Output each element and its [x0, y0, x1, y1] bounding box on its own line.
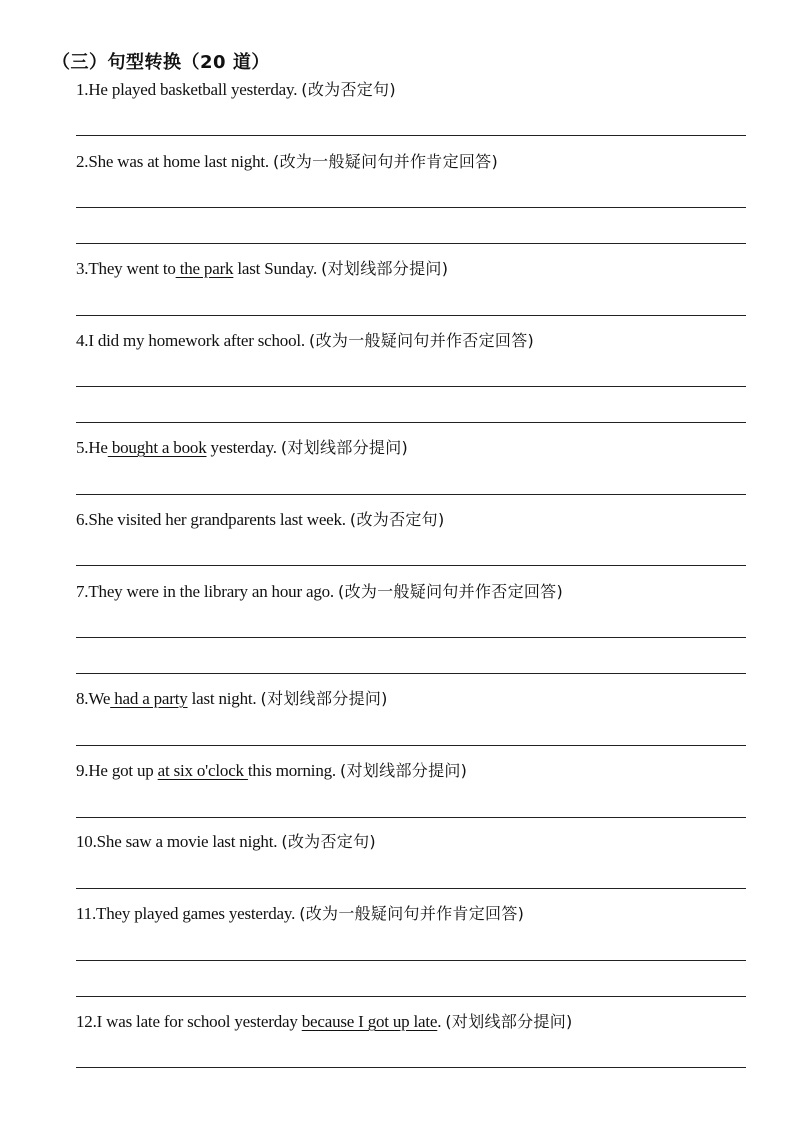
answer-line[interactable]: [76, 422, 746, 423]
answer-line[interactable]: [76, 207, 746, 208]
question-text-after: this morning.: [247, 761, 341, 780]
question-text: 9.He got up: [76, 761, 158, 780]
question-7: [76, 581, 563, 603]
question-1: [76, 79, 396, 101]
answer-line[interactable]: [76, 817, 746, 818]
instruction: (改为一般疑问句并作否定回答): [338, 582, 564, 601]
question-text: 10.She saw a movie last night.: [76, 832, 282, 851]
answer-line[interactable]: [76, 673, 746, 674]
answer-line[interactable]: [76, 996, 746, 997]
question-4: [76, 330, 534, 352]
instruction: (对划线部分提问): [280, 438, 409, 457]
question-text: 8.We: [76, 689, 111, 708]
answer-line[interactable]: [76, 1067, 746, 1068]
answer-line[interactable]: [76, 494, 746, 495]
instruction: (改为一般疑问句并作否定回答): [309, 331, 535, 350]
question-text-after: .: [437, 1012, 446, 1031]
question-text-after: last Sunday.: [233, 259, 322, 278]
instruction: (改为否定句): [349, 510, 445, 529]
question-text-after: last night.: [187, 689, 261, 708]
question-3: [76, 258, 448, 280]
question-text: 3.They went to: [76, 259, 176, 278]
answer-line[interactable]: [76, 745, 746, 746]
question-10: [76, 831, 376, 853]
question-12: [76, 1011, 573, 1033]
answer-line[interactable]: [76, 243, 746, 244]
question-2: [76, 151, 498, 173]
instruction: (对划线部分提问): [445, 1012, 573, 1031]
question-text-after: yesterday.: [206, 438, 281, 457]
question-9: [76, 760, 467, 782]
instruction: (改为一般疑问句并作肯定回答): [299, 904, 525, 923]
question-8: [76, 688, 388, 710]
underlined-part: because I got up late: [301, 1012, 438, 1031]
answer-line[interactable]: [76, 315, 746, 316]
instruction: (对划线部分提问): [340, 761, 468, 780]
instruction: (对划线部分提问): [321, 259, 449, 278]
answer-line[interactable]: [76, 386, 746, 387]
section-title: （三）句型转换（20 道）: [52, 52, 270, 73]
instruction: (对划线部分提问): [260, 689, 388, 708]
underlined-part: the park: [175, 259, 234, 278]
instruction: (改为否定句): [281, 832, 376, 851]
question-11: [76, 903, 524, 925]
underlined-part: bought a book: [107, 438, 207, 457]
question-text: 5.He: [76, 438, 108, 457]
question-text: 4.I did my homework after school.: [76, 331, 310, 350]
answer-line[interactable]: [76, 135, 746, 136]
underlined-part: at six o'clock: [157, 761, 248, 780]
instruction: (改为否定句): [301, 80, 396, 99]
underlined-part: had a party: [110, 689, 188, 708]
question-text: 1.He played basketball yesterday.: [76, 80, 302, 99]
question-text: 11.They played games yesterday.: [76, 904, 300, 923]
question-text: 2.She was at home last night.: [76, 152, 274, 171]
question-text: 7.They were in the library an hour ago.: [76, 582, 339, 601]
instruction: (改为一般疑问句并作肯定回答): [273, 152, 499, 171]
answer-line[interactable]: [76, 888, 746, 889]
answer-line[interactable]: [76, 565, 746, 566]
question-6: [76, 509, 445, 531]
answer-line[interactable]: [76, 960, 746, 961]
question-5: [76, 437, 408, 459]
answer-line[interactable]: [76, 637, 746, 638]
question-text: 6.She visited her grandparents last week.: [76, 510, 350, 529]
question-text: 12.I was late for school yesterday: [76, 1012, 302, 1031]
